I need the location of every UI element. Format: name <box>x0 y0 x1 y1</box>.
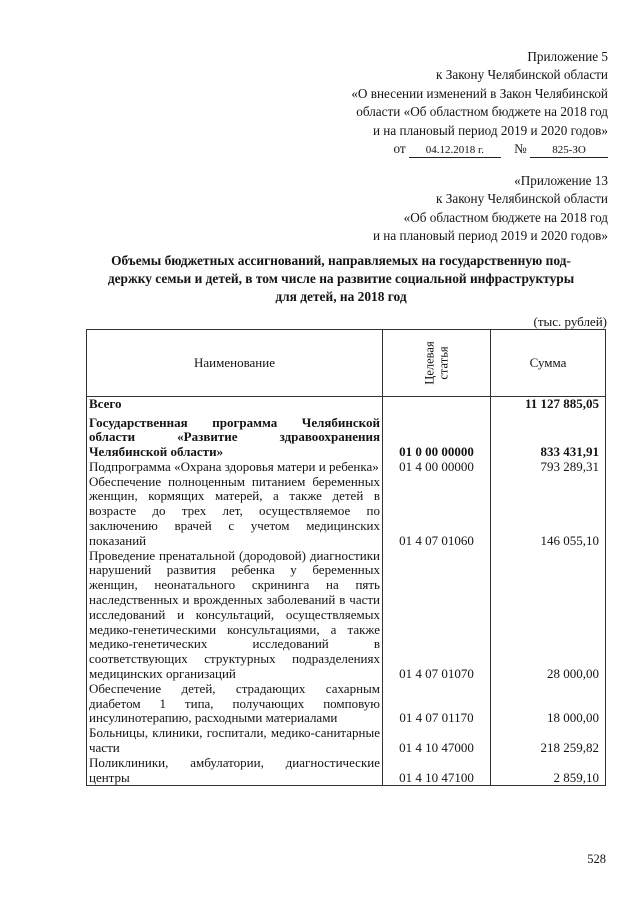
document-title <box>92 252 590 306</box>
header-name: Наименование <box>87 330 383 397</box>
title-line3: для детей, на 2018 год <box>275 289 407 304</box>
appendix5-line2: к Закону Челябинской области <box>436 67 608 83</box>
header-sum: Сумма <box>491 330 606 397</box>
table-header-row <box>87 330 606 397</box>
table-row <box>87 682 606 726</box>
row-code: 01 4 10 47000 <box>383 726 491 756</box>
appendix5-line3: «О внесении изменений в Закон Челябинской <box>351 85 608 101</box>
row-code: 01 4 00 00000 <box>383 460 491 475</box>
header-code-line2: статья <box>436 345 451 380</box>
units-note: (тыс. рублей) <box>533 314 607 329</box>
row-name: Проведение пренатальной (дородовой) диагностики нарушений развития ребенка у беременных женщин, неонатального скрининга на пять наследственных и врожденных заболеваний в части исследований и консультаций, осуществляемых медико-генетическими консультациями, а также медико-генетических исследований в соответствующих структурных подразделениях медицинских организаций <box>87 549 383 682</box>
row-name: Больницы, клиники, госпитали, медико-санитарные части <box>87 726 383 756</box>
appendix13-line2: к Закону Челябинской области <box>436 191 608 207</box>
row-code: 01 4 10 47100 <box>383 756 491 786</box>
row-sum: 11 127 885,05 <box>491 397 606 416</box>
law-number: 825-ЗО <box>530 144 608 158</box>
page-number: 528 <box>587 852 606 866</box>
row-code: 01 4 07 01170 <box>383 682 491 726</box>
appendix13-line3: «Об областном бюджете на 2018 год <box>403 209 608 225</box>
row-name: Государственная программа Челябинской области «Развитие здравоохранения Челябинской области» <box>87 416 383 460</box>
row-name: Обеспечение детей, страдающих сахарным диабетом 1 типа, получающих помповую инсулинотерапию, расходными материалами <box>87 682 383 726</box>
row-sum: 218 259,82 <box>491 726 606 756</box>
row-name: Всего <box>87 397 383 416</box>
row-code: 01 4 07 01070 <box>383 549 491 682</box>
budget-table <box>86 329 606 786</box>
row-name: Поликлиники, амбулатории, диагностические центры <box>87 756 383 786</box>
row-sum: 2 859,10 <box>491 756 606 786</box>
row-code: 01 4 07 01060 <box>383 475 491 549</box>
table-row <box>87 549 606 682</box>
appendix13-line4: и на плановый период 2019 и 2020 годов» <box>372 228 608 244</box>
row-code: 01 0 00 00000 <box>383 416 491 460</box>
header-code <box>383 330 491 397</box>
row-name: Обеспечение полноценным питанием беременных женщин, кормящих матерей, а также детей в возрасте до трех лет, осуществляемое по заключению врачей с учетом медицинских показаний <box>87 475 383 549</box>
title-line1: Объемы бюджетных ассигнований, направляемых на государственную под- <box>111 253 571 268</box>
table-row <box>87 397 606 416</box>
from-label: от <box>393 141 406 157</box>
table-row <box>87 475 606 549</box>
row-sum: 146 055,10 <box>491 475 606 549</box>
appendix5-line4: области «Об областном бюджете на 2018 год <box>356 104 608 120</box>
table-row <box>87 726 606 756</box>
header-code-line1: Целевая <box>422 340 437 385</box>
number-label: № <box>514 141 527 157</box>
row-name: Подпрограмма «Охрана здоровья матери и ребенка» <box>87 460 383 475</box>
header-code-vertical <box>423 341 451 384</box>
appendix13-line1: «Приложение 13 <box>514 173 608 188</box>
law-date: 04.12.2018 г. <box>409 144 501 158</box>
row-sum: 833 431,91 <box>491 416 606 460</box>
row-sum: 18 000,00 <box>491 682 606 726</box>
appendix5-line5: и на плановый период 2019 и 2020 годов» <box>372 122 608 138</box>
row-sum: 28 000,00 <box>491 549 606 682</box>
title-line2: держку семьи и детей, в том числе на развитие социальной инфраструктуры <box>107 271 575 286</box>
table-row <box>87 416 606 460</box>
table-row <box>87 460 606 475</box>
appendix5-header <box>351 48 608 158</box>
appendix5-line1: Приложение 5 <box>527 49 608 64</box>
appendix13-header <box>373 172 608 246</box>
appendix5-date-number-line <box>351 140 608 158</box>
row-sum: 793 289,31 <box>491 460 606 475</box>
row-code <box>383 397 491 416</box>
table-row <box>87 756 606 786</box>
